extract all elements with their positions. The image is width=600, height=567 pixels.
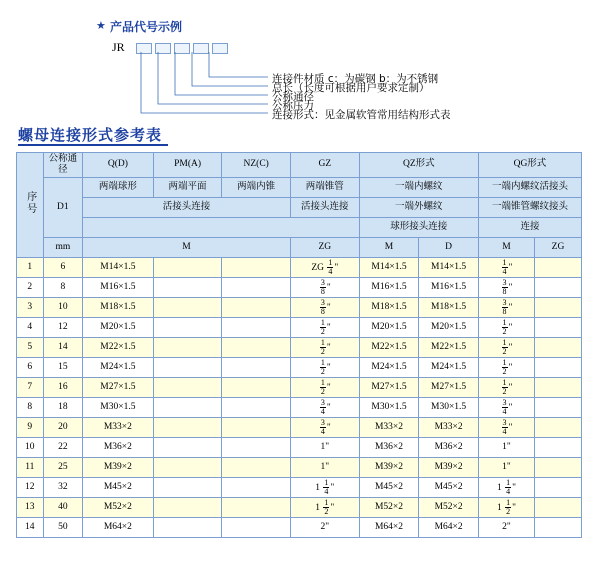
cell-qz-m: M22×1.5 — [359, 337, 419, 357]
cell-pm — [153, 497, 222, 517]
cell-gz: 2" — [290, 517, 359, 537]
cell-gz: $\frac{3}{4}$ " — [290, 397, 359, 417]
cell-qg-m: $\frac{3}{4}$ " — [478, 417, 534, 437]
cell-qg-zg — [535, 457, 582, 477]
cell-qg-m: 2" — [478, 517, 534, 537]
cell-qz-d: M16×1.5 — [419, 277, 479, 297]
cell-nz — [222, 357, 290, 377]
table-header-row-2 — [17, 177, 582, 197]
cell-qz-d: M30×1.5 — [419, 397, 479, 417]
cell-gz: 1" — [290, 457, 359, 477]
cell-nz — [222, 317, 290, 337]
table-row — [17, 457, 582, 477]
header-gz-desc: 两端锥管 — [290, 177, 359, 197]
cell-qz-d: M20×1.5 — [419, 317, 479, 337]
table-row — [17, 317, 582, 337]
cell-seq: 14 — [17, 517, 44, 537]
product-code-legend — [0, 0, 600, 121]
cell-nz — [222, 257, 290, 277]
cell-qd: M18×1.5 — [83, 297, 154, 317]
cell-qg-zg — [535, 397, 582, 417]
cell-qg-zg — [535, 337, 582, 357]
cell-nz — [222, 517, 290, 537]
cell-dn: 12 — [43, 317, 83, 337]
cell-qz-m: M24×1.5 — [359, 357, 419, 377]
cell-qd: M39×2 — [83, 457, 154, 477]
cell-gz: 1" — [290, 437, 359, 457]
cell-dn: 32 — [43, 477, 83, 497]
cell-seq: 7 — [17, 377, 44, 397]
cell-qg-m: 1" — [478, 437, 534, 457]
cell-qg-m: $\frac{1}{4}$ " — [478, 257, 534, 277]
cell-pm — [153, 397, 222, 417]
header-group-nz: NZ(C) — [222, 153, 290, 178]
cell-qd: M45×2 — [83, 477, 154, 497]
cell-dn: 6 — [43, 257, 83, 277]
cell-seq: 6 — [17, 357, 44, 377]
table-row — [17, 497, 582, 517]
header-left-connection: 活接头连接 — [83, 197, 291, 217]
header-dn-sub: D1 — [43, 177, 83, 237]
cell-qd: M14×1.5 — [83, 257, 154, 277]
cell-pm — [153, 317, 222, 337]
cell-nz — [222, 277, 290, 297]
cell-pm — [153, 477, 222, 497]
header-qg-connect: 连接 — [478, 217, 581, 237]
header-dn-unit: mm — [43, 237, 83, 257]
legend-label-nominal-diameter: 公称通径 — [272, 91, 314, 103]
table-row — [17, 517, 582, 537]
cell-nz — [222, 457, 290, 477]
cell-qd: M27×1.5 — [83, 377, 154, 397]
cell-qd: M52×2 — [83, 497, 154, 517]
header-qg-thread: 一端锥管螺纹接头 — [478, 197, 581, 217]
cell-seq: 9 — [17, 417, 44, 437]
cell-gz: ZG $\frac{1}{4}$ " — [290, 257, 359, 277]
header-group-gz: GZ — [290, 153, 359, 178]
cell-qg-zg — [535, 517, 582, 537]
cell-qz-d: M27×1.5 — [419, 377, 479, 397]
cell-nz — [222, 477, 290, 497]
cell-dn: 18 — [43, 397, 83, 417]
cell-qz-m: M45×2 — [359, 477, 419, 497]
cell-dn: 15 — [43, 357, 83, 377]
cell-qz-d: M39×2 — [419, 457, 479, 477]
cell-qg-m: 1 $\frac{1}{4}$ " — [478, 477, 534, 497]
header-qz-desc: 一端内螺纹 — [359, 177, 478, 197]
cell-qd: M20×1.5 — [83, 317, 154, 337]
cell-dn: 14 — [43, 337, 83, 357]
cell-qg-zg — [535, 437, 582, 457]
cell-qg-m: $\frac{1}{2}$ " — [478, 337, 534, 357]
header-dn: 公称通径 — [43, 153, 83, 178]
cell-seq: 3 — [17, 297, 44, 317]
cell-nz — [222, 297, 290, 317]
cell-pm — [153, 277, 222, 297]
header-sym-qg-zg: ZG — [535, 237, 582, 257]
header-sym-qz-d: D — [419, 237, 479, 257]
legend-label-material: 连接件材质 c：为碳钢 b：为不锈钢 — [272, 73, 439, 85]
cell-qz-m: M36×2 — [359, 437, 419, 457]
cell-nz — [222, 437, 290, 457]
cell-qd: M30×1.5 — [83, 397, 154, 417]
cell-seq: 5 — [17, 337, 44, 357]
legend-label-connection-type: 连接形式：见金属软管常用结构形式表 — [272, 109, 451, 121]
cell-qz-m: M16×1.5 — [359, 277, 419, 297]
cell-qg-zg — [535, 257, 582, 277]
cell-seq: 13 — [17, 497, 44, 517]
cell-dn: 20 — [43, 417, 83, 437]
cell-qz-d: M33×2 — [419, 417, 479, 437]
cell-dn: 16 — [43, 377, 83, 397]
cell-nz — [222, 497, 290, 517]
table-header-row-3 — [17, 197, 582, 217]
cell-pm — [153, 357, 222, 377]
table-header-row-4 — [17, 217, 582, 237]
cell-pm — [153, 517, 222, 537]
header-qz-thread: 一端外螺纹 — [359, 197, 478, 217]
cell-qg-m: $\frac{1}{2}$ " — [478, 317, 534, 337]
cell-qz-d: M18×1.5 — [419, 297, 479, 317]
cell-gz: 1 $\frac{1}{4}$ " — [290, 477, 359, 497]
cell-gz: $\frac{1}{2}$ " — [290, 317, 359, 337]
cell-qz-m: M20×1.5 — [359, 317, 419, 337]
cell-gz: $\frac{1}{2}$ " — [290, 357, 359, 377]
cell-pm — [153, 297, 222, 317]
legend-label-nominal-pressure: 公称压力 — [272, 100, 314, 112]
header-qz-ball: 球形接头连接 — [359, 217, 478, 237]
cell-qz-d: M64×2 — [419, 517, 479, 537]
cell-dn: 40 — [43, 497, 83, 517]
cell-gz: $\frac{3}{8}$ " — [290, 297, 359, 317]
cell-seq: 2 — [17, 277, 44, 297]
header-group-qz: QZ形式 — [359, 153, 478, 178]
header-group-pm: PM(A) — [153, 153, 222, 178]
table-row — [17, 477, 582, 497]
cell-pm — [153, 417, 222, 437]
cell-gz: $\frac{3}{4}$ " — [290, 417, 359, 437]
header-sym-m: M — [83, 237, 291, 257]
cell-gz: 1 $\frac{1}{2}$ " — [290, 497, 359, 517]
legend-title: 产品代号示例 — [110, 20, 183, 34]
header-sym-qz-m: M — [359, 237, 419, 257]
cell-qg-m: 1 $\frac{1}{2}$ " — [478, 497, 534, 517]
cell-gz: $\frac{3}{8}$ " — [290, 277, 359, 297]
cell-qg-zg — [535, 277, 582, 297]
cell-qg-zg — [535, 377, 582, 397]
header-gz-connection: 活接头连接 — [290, 197, 359, 217]
table-row — [17, 417, 582, 437]
cell-nz — [222, 337, 290, 357]
table-row — [17, 257, 582, 277]
header-sym-qg-m: M — [478, 237, 534, 257]
header-qg-desc: 一端内螺纹活接头 — [478, 177, 581, 197]
legend-label-length: 总长（长度可根据用户要求定制） — [272, 82, 430, 94]
cell-seq: 10 — [17, 437, 44, 457]
cell-nz — [222, 417, 290, 437]
cell-qz-m: M18×1.5 — [359, 297, 419, 317]
table-header-row-1 — [17, 153, 582, 178]
cell-qz-d: M36×2 — [419, 437, 479, 457]
cell-qd: M33×2 — [83, 417, 154, 437]
cell-nz — [222, 377, 290, 397]
cell-qg-m: $\frac{1}{2}$ " — [478, 377, 534, 397]
cell-seq: 1 — [17, 257, 44, 277]
cell-dn: 22 — [43, 437, 83, 457]
cell-qd: M64×2 — [83, 517, 154, 537]
cell-nz — [222, 397, 290, 417]
table-row — [17, 437, 582, 457]
cell-pm — [153, 457, 222, 477]
cell-dn: 50 — [43, 517, 83, 537]
nut-connection-table — [16, 152, 582, 538]
cell-qg-zg — [535, 477, 582, 497]
cell-qd: M24×1.5 — [83, 357, 154, 377]
cell-qg-m: 1" — [478, 457, 534, 477]
cell-qz-m: M14×1.5 — [359, 257, 419, 277]
cell-seq: 8 — [17, 397, 44, 417]
cell-seq: 12 — [17, 477, 44, 497]
cell-qg-zg — [535, 357, 582, 377]
cell-qg-zg — [535, 297, 582, 317]
table-row — [17, 277, 582, 297]
cell-pm — [153, 437, 222, 457]
cell-dn: 25 — [43, 457, 83, 477]
cell-qz-m: M52×2 — [359, 497, 419, 517]
cell-gz: $\frac{1}{2}$ " — [290, 377, 359, 397]
header-seq: 序号 — [17, 153, 44, 258]
cell-seq: 4 — [17, 317, 44, 337]
header-sym-zg: ZG — [290, 237, 359, 257]
cell-dn: 10 — [43, 297, 83, 317]
header-pm-desc: 两端平面 — [153, 177, 222, 197]
cell-qz-m: M33×2 — [359, 417, 419, 437]
table-header-row-5 — [17, 237, 582, 257]
table-row — [17, 377, 582, 397]
cell-qg-zg — [535, 417, 582, 437]
cell-qg-zg — [535, 497, 582, 517]
cell-qg-zg — [535, 317, 582, 337]
header-group-qd: Q(D) — [83, 153, 154, 178]
cell-qg-m: $\frac{3}{8}$ " — [478, 297, 534, 317]
cell-gz: $\frac{1}{2}$ " — [290, 337, 359, 357]
header-nz-desc: 两端内锥 — [222, 177, 290, 197]
cell-qg-m: $\frac{1}{2}$ " — [478, 357, 534, 377]
cell-pm — [153, 337, 222, 357]
header-blank-span — [83, 217, 360, 237]
table-row — [17, 297, 582, 317]
table-row — [17, 397, 582, 417]
cell-qz-d: M24×1.5 — [419, 357, 479, 377]
cell-qg-m: $\frac{3}{8}$ " — [478, 277, 534, 297]
cell-qz-m: M27×1.5 — [359, 377, 419, 397]
cell-pm — [153, 257, 222, 277]
cell-dn: 8 — [43, 277, 83, 297]
code-prefix: JR — [112, 40, 125, 54]
cell-qz-d: M14×1.5 — [419, 257, 479, 277]
cell-qz-d: M22×1.5 — [419, 337, 479, 357]
header-group-qg: QG形式 — [478, 153, 581, 178]
cell-qz-m: M39×2 — [359, 457, 419, 477]
table-title: 螺母连接形式参考表 — [18, 127, 163, 144]
cell-qz-m: M30×1.5 — [359, 397, 419, 417]
cell-seq: 11 — [17, 457, 44, 477]
cell-qd: M22×1.5 — [83, 337, 154, 357]
cell-qd: M36×2 — [83, 437, 154, 457]
header-qd-desc: 两端球形 — [83, 177, 154, 197]
cell-qz-m: M64×2 — [359, 517, 419, 537]
cell-qz-d: M45×2 — [419, 477, 479, 497]
cell-pm — [153, 377, 222, 397]
table-row — [17, 357, 582, 377]
star-icon: ★ — [96, 20, 106, 32]
table-row — [17, 337, 582, 357]
cell-qg-m: $\frac{3}{4}$ " — [478, 397, 534, 417]
cell-qd: M16×1.5 — [83, 277, 154, 297]
title-underline — [18, 144, 168, 146]
cell-qz-d: M52×2 — [419, 497, 479, 517]
